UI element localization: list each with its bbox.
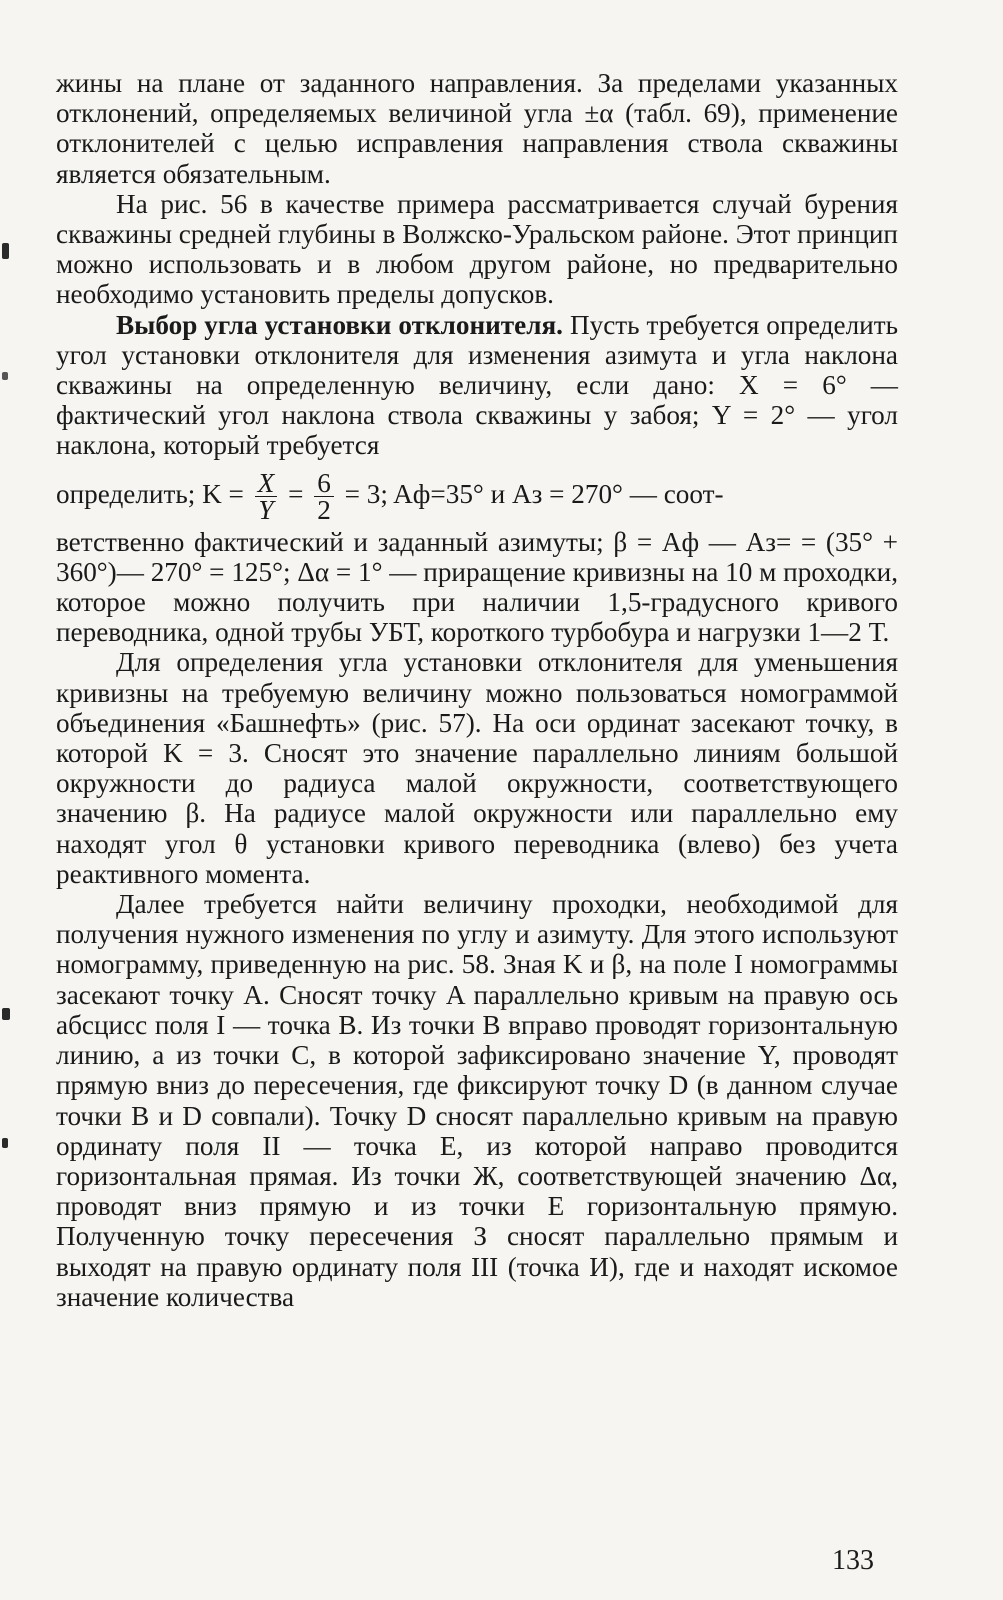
margin-mark bbox=[2, 372, 8, 380]
formula-line bbox=[56, 461, 898, 527]
fraction-x-over-y bbox=[255, 467, 278, 525]
page-number: 133 bbox=[832, 1545, 874, 1576]
fraction-denominator: Y bbox=[258, 494, 274, 525]
margin-mark bbox=[2, 1008, 10, 1020]
fraction-denominator: 2 bbox=[317, 494, 331, 525]
page-body bbox=[56, 68, 898, 1312]
section-heading: Выбор угла установки отклонителя. bbox=[116, 309, 563, 340]
fraction-numerator: X bbox=[255, 470, 278, 497]
formula-post: = 3; Aф=35° и Aз = 270° — соот- bbox=[337, 478, 724, 509]
paragraph-5: Далее требуется найти величину проходки, необходимой для получения нужного изменения по углу и азимуту. Для этого используют номограмму, приведенную на рис. 58. Зная K и β, на поле I номограммы засекают точку A. Сносят точку A параллельно кривым на правую ось абсцисс поля I — точка B. Из точки B вправо проводят горизонтальную линию, а из точки C, в которой зафиксировано значение Y, проводят прямую вниз до пересечения, где фиксируют точку D (в данном случае точки B и D совпали). Точку D сносят параллельно кривым на правую ординату поля II — точка E, из которой направо проводится горизонтальная прямая. Из точки Ж, соответствующей значению Δα, проводят вниз прямую и из точки E горизонтальную прямую. Полученную точку пересечения З сносят параллельно прямым и выходят на правую ординату поля III (точка И), где и находят искомое значение количества bbox=[56, 889, 898, 1312]
fraction-numerator: 6 bbox=[314, 470, 334, 497]
paragraph-1: жины на плане от заданного направления. За пределами указанных отклонений, определяемых величиной угла ±α (табл. 69), применение отклонителей с целью исправления направления ствола скважины является обязательным. bbox=[56, 68, 898, 189]
paragraph-3-first bbox=[56, 310, 898, 461]
margin-mark bbox=[2, 243, 9, 259]
fraction-6-over-2 bbox=[314, 467, 334, 525]
paragraph-2: На рис. 56 в качестве примера рассматривается случай бурения скважины средней глубины в Волжско-Уральском районе. Этот принцип можно использовать и в любом другом районе, но предварительно необходимо установить пределы допусков. bbox=[56, 188, 898, 310]
paragraph-4: Для определения угла установки отклонителя для уменьшения кривизны на требуемую величину можно пользоваться номограммой объединения «Башнефть» (рис. 57). На оси ординат засекают точку, в которой K = 3. Сносят это значение параллельно линиям большой окружности до радиуса малой окружности, соответствующего значению β. На радиусе малой окружности или параллельно ему находят угол θ установки кривого переводника (влево) без учета реактивного момента. bbox=[56, 647, 898, 889]
paragraph-3-continued: ветственно фактический и заданный азимуты; β = Aф — Aз= = (35° + 360°)— 270° = 125°; Δα = 1° — приращение кривизны на 10 м проходки, которое можно получить при наличии 1,5-градусного кривого переводника, одной трубы УБТ, короткого турбобура и нагрузки 1—2 Т. bbox=[56, 526, 898, 648]
formula-pre: определить; K = bbox=[56, 478, 251, 509]
paragraph-3-text: Пусть требуется определить угол установки отклонителя для изменения азимута и угла наклона скважины на определенную величину, если дано: X = 6° — фактический угол наклона ствола скважины у забоя; Y = 2° — угол наклона, который требуется bbox=[56, 309, 899, 461]
formula-equals: = bbox=[281, 478, 311, 509]
margin-mark bbox=[2, 1138, 8, 1148]
